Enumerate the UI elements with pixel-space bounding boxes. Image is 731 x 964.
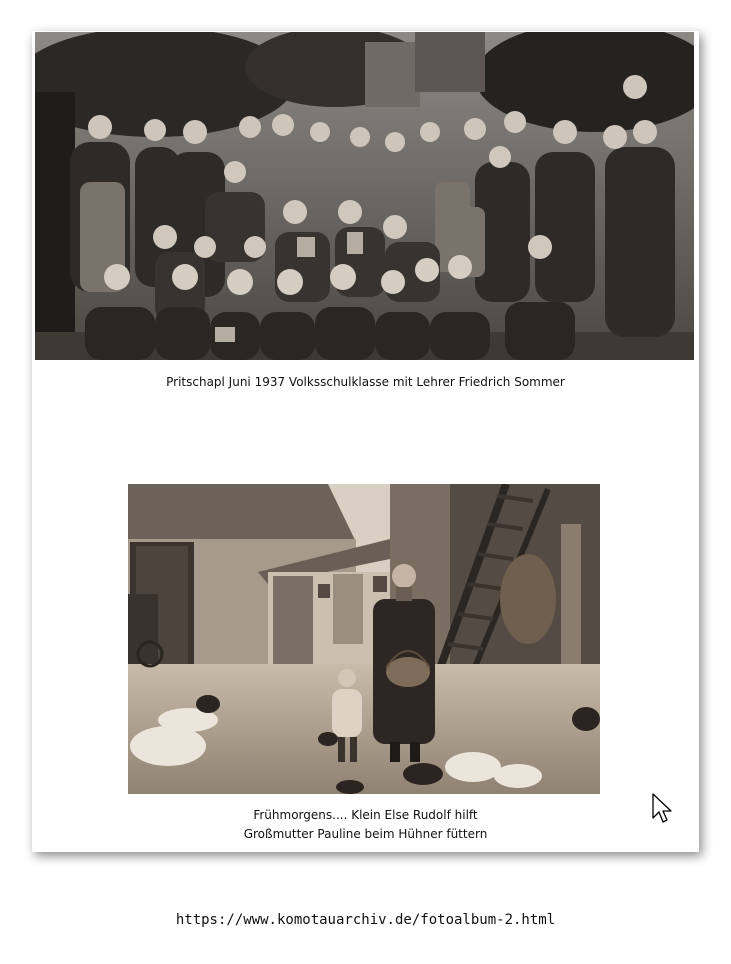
mouse-pointer-icon — [652, 793, 672, 825]
class-photo-caption: Pritschapl Juni 1937 Volksschulklasse mit Lehrer Friedrich Sommer — [166, 375, 565, 389]
farmyard-photo-caption — [32, 806, 699, 844]
caption-line-2: Großmutter Pauline beim Hühner füttern — [243, 827, 488, 841]
album-page — [32, 31, 699, 852]
source-url[interactable]: https://www.komotauarchiv.de/fotoalbum-2.html — [175, 912, 556, 928]
caption-line-1: Frühmorgens.... Klein Else Rudolf hilft — [253, 808, 478, 822]
class-group-photo — [35, 32, 694, 360]
farmyard-photo — [128, 484, 600, 794]
